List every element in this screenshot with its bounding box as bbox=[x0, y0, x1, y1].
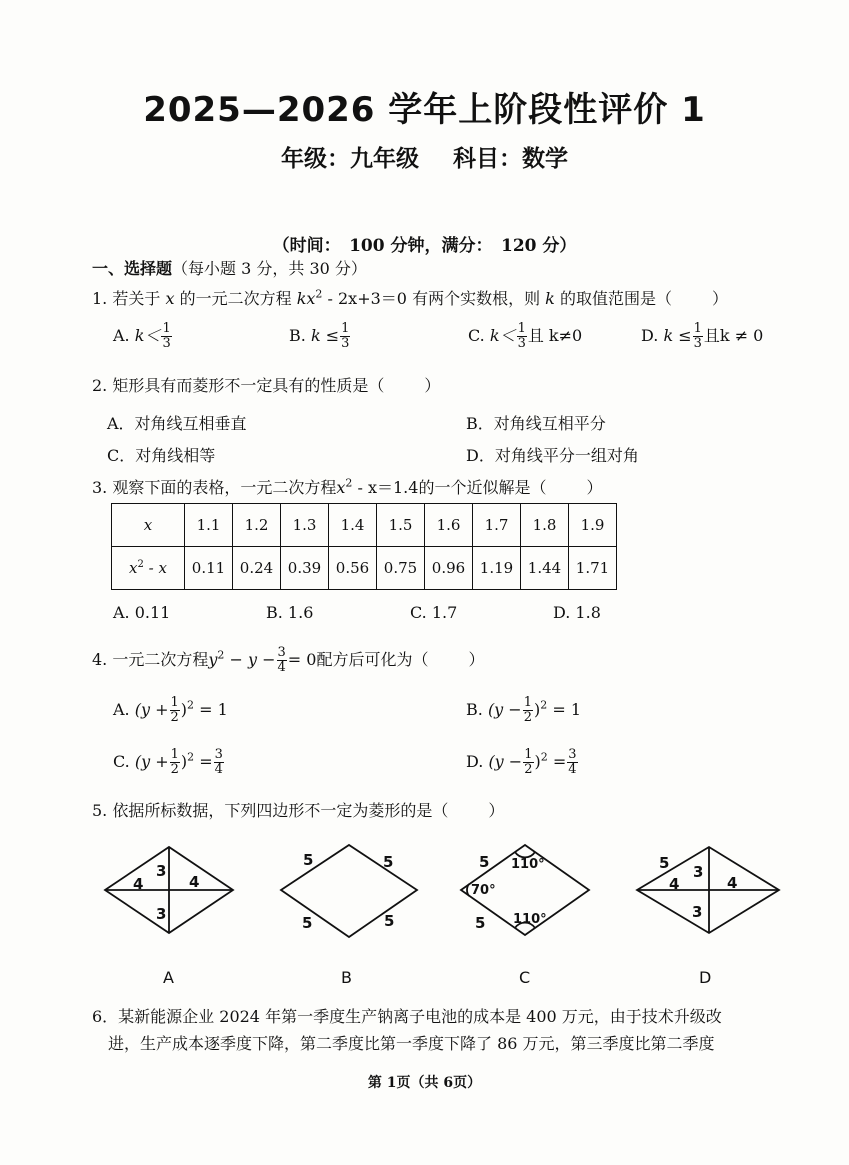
fig-a-label: 3 bbox=[156, 905, 167, 923]
fig-b-label: 5 bbox=[303, 851, 314, 869]
grade-label: 年级：九年级 bbox=[281, 146, 419, 172]
fig-c-angle: 110° bbox=[513, 912, 547, 927]
table-cell: 1.7 bbox=[473, 504, 521, 547]
question-1: 1. 若关于 x 的一元二次方程 $kx^2 - 2x+3=0$ 有两个实数根，则 k 的取值范围是（ ） bbox=[92, 287, 728, 308]
section-heading: 一、选择题 bbox=[92, 259, 173, 278]
fig-c-label: 5 bbox=[479, 853, 490, 871]
question-3: 3. 观察下面的表格，一元二次方程$x^2 - x=1.4$的一个近似解是（ ） bbox=[92, 476, 603, 497]
question-2: 2. 矩形具有而菱形不一定具有的性质是（ ） bbox=[92, 376, 441, 395]
question-5: 5. 依据所标数据，下列四边形不一定为菱形的是（ ） bbox=[92, 801, 505, 820]
fig-b-label: 5 bbox=[302, 914, 313, 932]
q2-option-a: A．对角线互相垂直 bbox=[107, 414, 247, 433]
question-4: 4. 一元二次方程$y^2 - y$ − $\frac{3}{4}$ = 0配方后可化为（ ） bbox=[92, 645, 485, 675]
fig-b-label: 5 bbox=[383, 853, 394, 871]
fig-d-label: 5 bbox=[659, 854, 670, 872]
section-title bbox=[92, 256, 367, 279]
fig-a-label: 4 bbox=[133, 875, 144, 893]
fig-d-label: 3 bbox=[692, 903, 703, 921]
q4-option-c: C. (y + $\frac{1}{2}$ )$^2$ = $\frac{3}{4}$ bbox=[113, 747, 223, 777]
fig-b-caption: B bbox=[341, 968, 352, 987]
fig-c-angle: 70° bbox=[471, 883, 496, 898]
table-cell: 1.2 bbox=[233, 504, 281, 547]
fig-a-label: 4 bbox=[189, 873, 200, 891]
table-cell: 1.1 bbox=[185, 504, 233, 547]
q5-figures bbox=[95, 835, 795, 995]
q2-option-d: D．对角线平分一组对角 bbox=[466, 446, 639, 465]
q3-option-b: B. 1.6 bbox=[266, 603, 314, 622]
table-cell: 0.24 bbox=[233, 547, 281, 590]
table-cell: 1.5 bbox=[377, 504, 425, 547]
table-cell: 0.39 bbox=[281, 547, 329, 590]
page-footer: 第 1页（共 6页） bbox=[367, 1075, 482, 1091]
q1-option-b: B. k ≤ $\frac{1}{3}$ bbox=[289, 321, 350, 351]
table-cell: 1.71 bbox=[569, 547, 617, 590]
question-6-line-2: 进，生产成本逐季度下降，第二季度比第一季度下降了 86 万元，第三季度比第二季度 bbox=[108, 1034, 715, 1053]
table-cell: 0.96 bbox=[425, 547, 473, 590]
table-header-x: x bbox=[112, 504, 185, 547]
q1-option-d: D. k ≤ $\frac{1}{3}$ 且k ≠ 0 bbox=[641, 321, 764, 351]
table-cell: 0.75 bbox=[377, 547, 425, 590]
subject-label: 科目：数学 bbox=[453, 146, 568, 172]
table-cell: 1.3 bbox=[281, 504, 329, 547]
q4-option-d: D. (y − $\frac{1}{2}$ )$^2$ = $\frac{3}{4}$ bbox=[466, 747, 577, 777]
table-cell: 1.4 bbox=[329, 504, 377, 547]
section-note: （每小题 3 分，共 30 分） bbox=[172, 259, 367, 278]
fig-a-label: 3 bbox=[156, 862, 167, 880]
fig-c-caption: C bbox=[519, 968, 531, 987]
q4-option-a: A. (y + $\frac{1}{2}$ )$^2$ = 1 bbox=[113, 695, 228, 725]
table-header-y: $x^2$ - x bbox=[112, 547, 185, 590]
table-cell: 0.56 bbox=[329, 547, 377, 590]
table-row bbox=[112, 547, 617, 590]
q3-option-c: C. 1.7 bbox=[410, 603, 458, 622]
fig-c-label: 5 bbox=[475, 914, 486, 932]
exam-title: 2025—2026 学年上阶段性评价 1 bbox=[143, 90, 706, 130]
question-6-line-1: 6．某新能源企业 2024 年第一季度生产钠离子电池的成本是 400 万元，由于技术升级改 bbox=[92, 1007, 722, 1026]
table-cell: 1.19 bbox=[473, 547, 521, 590]
fig-d-label: 4 bbox=[669, 875, 680, 893]
table-row bbox=[112, 504, 617, 547]
table-cell: 1.44 bbox=[521, 547, 569, 590]
table-cell: 1.6 bbox=[425, 504, 473, 547]
table-cell: 1.9 bbox=[569, 504, 617, 547]
fig-b-label: 5 bbox=[384, 912, 395, 930]
q3-option-a: A. 0.11 bbox=[113, 603, 171, 622]
fig-d-caption: D bbox=[699, 968, 712, 987]
table-cell: 1.8 bbox=[521, 504, 569, 547]
time-info: （时间： 100 分钟，满分： 120 分） bbox=[272, 236, 577, 256]
values-table bbox=[111, 503, 617, 590]
q1-option-a: A. k＜ $\frac{1}{3}$ bbox=[113, 321, 171, 351]
q2-option-b: B．对角线互相平分 bbox=[466, 414, 606, 433]
fig-c-angle: 110° bbox=[511, 857, 545, 872]
q4-option-b: B. (y − $\frac{1}{2}$ )$^2$ = 1 bbox=[466, 695, 582, 725]
fig-d-label: 3 bbox=[693, 863, 704, 881]
q3-option-d: D. 1.8 bbox=[553, 603, 601, 622]
fig-d-label: 4 bbox=[727, 874, 738, 892]
exam-subtitle bbox=[0, 140, 849, 173]
table-cell: 0.11 bbox=[185, 547, 233, 590]
fig-a-caption: A bbox=[163, 968, 174, 987]
q2-option-c: C．对角线相等 bbox=[107, 446, 216, 465]
q1-option-c: C. k＜ $\frac{1}{3}$ 且 k≠0 bbox=[468, 321, 583, 351]
